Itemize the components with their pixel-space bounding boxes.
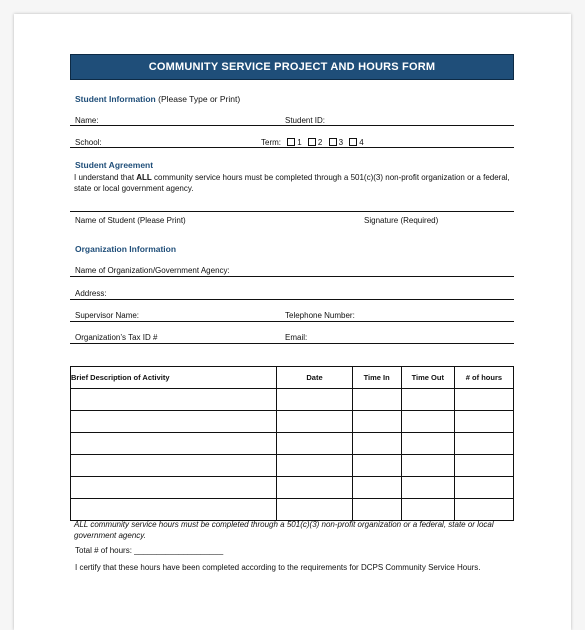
activity-table-body: [71, 389, 514, 521]
table-cell[interactable]: [401, 499, 454, 521]
term-1-checkbox[interactable]: [287, 138, 295, 146]
table-cell[interactable]: [352, 411, 401, 433]
org-name-label: Name of Organization/Government Agency:: [75, 266, 230, 275]
student-info-heading: [75, 94, 240, 104]
signature-label: Signature (Required): [364, 216, 439, 225]
agreement-text-start: I understand that: [74, 173, 137, 182]
term-2-label: 2: [317, 138, 323, 147]
org-name-line[interactable]: [70, 276, 514, 277]
term-3-label: 3: [338, 138, 344, 147]
school-label: School:: [75, 138, 102, 147]
table-cell[interactable]: [71, 499, 277, 521]
term-field: [261, 138, 364, 147]
table-cell[interactable]: [454, 455, 513, 477]
form-title: [70, 54, 514, 80]
table-cell[interactable]: [277, 433, 352, 455]
table-row: [71, 499, 514, 521]
supervisor-line[interactable]: [70, 321, 514, 322]
table-cell[interactable]: [454, 433, 513, 455]
table-cell[interactable]: [352, 455, 401, 477]
table-row: [71, 389, 514, 411]
header-time-in: Time In: [352, 367, 401, 389]
activity-table: [70, 366, 514, 521]
table-cell[interactable]: [277, 455, 352, 477]
term-3-checkbox[interactable]: [329, 138, 337, 146]
form-title-text: COMMUNITY SERVICE PROJECT AND HOURS FORM: [148, 61, 436, 73]
term-4-checkbox[interactable]: [349, 138, 357, 146]
student-info-heading-text: Student Information: [75, 94, 156, 104]
total-hours-blank[interactable]: ____________________: [134, 546, 224, 555]
table-row: [71, 455, 514, 477]
table-cell[interactable]: [71, 433, 277, 455]
agreement-text-end: community service hours must be completed through a 501(c)(3) non-profit organization or a federal, state or local government agency.: [74, 173, 510, 193]
name-line[interactable]: [70, 125, 514, 126]
address-label: Address:: [75, 289, 107, 298]
agreement-signature-line[interactable]: [70, 211, 514, 212]
table-cell[interactable]: [71, 477, 277, 499]
table-cell[interactable]: [352, 477, 401, 499]
table-cell[interactable]: [401, 433, 454, 455]
supervisor-label: Supervisor Name:: [75, 311, 140, 320]
table-cell[interactable]: [277, 477, 352, 499]
student-info-heading-sub: (Please Type or Print): [158, 94, 241, 104]
student-id-label: Student ID:: [285, 116, 326, 125]
address-line[interactable]: [70, 299, 514, 300]
table-cell[interactable]: [71, 455, 277, 477]
organization-heading: Organization Information: [75, 244, 177, 254]
table-cell[interactable]: [71, 411, 277, 433]
table-cell[interactable]: [454, 389, 513, 411]
footer-note: ALL community service hours must be completed through a 501(c)(3) non-profit organization or a federal, state or local government agency.: [74, 520, 494, 540]
tax-id-line[interactable]: [70, 343, 514, 344]
header-description: Brief Description of Activity: [71, 367, 277, 389]
term-label: Term:: [261, 138, 281, 147]
table-cell[interactable]: [352, 499, 401, 521]
activity-table-header: [71, 367, 514, 389]
agreement-text: [74, 172, 514, 194]
tax-id-label: Organization’s Tax ID #: [75, 333, 158, 342]
table-cell[interactable]: [352, 433, 401, 455]
term-4-label: 4: [359, 138, 364, 147]
table-cell[interactable]: [277, 499, 352, 521]
certify-statement: I certify that these hours have been completed according to the requirements for DCPS Community Service Hours.: [75, 563, 481, 572]
agreement-text-bold: ALL: [136, 173, 152, 182]
name-label: Name:: [75, 116, 99, 125]
table-cell[interactable]: [277, 411, 352, 433]
table-row: [71, 433, 514, 455]
header-hours: # of hours: [454, 367, 513, 389]
table-cell[interactable]: [401, 477, 454, 499]
table-row: [71, 411, 514, 433]
school-line[interactable]: [70, 147, 514, 148]
table-cell[interactable]: [401, 389, 454, 411]
email-label: Email:: [285, 333, 308, 342]
student-name-label: Name of Student (Please Print): [75, 216, 186, 225]
table-cell[interactable]: [352, 389, 401, 411]
table-cell[interactable]: [401, 411, 454, 433]
table-cell[interactable]: [454, 477, 513, 499]
total-hours-label: Total # of hours:: [75, 546, 132, 555]
table-cell[interactable]: [454, 499, 513, 521]
table-row: [71, 477, 514, 499]
header-time-out: Time Out: [401, 367, 454, 389]
term-1-label: 1: [297, 138, 302, 147]
table-cell[interactable]: [401, 455, 454, 477]
table-cell[interactable]: [454, 411, 513, 433]
total-hours-field: [75, 546, 223, 555]
header-date: Date: [277, 367, 352, 389]
agreement-heading: Student Agreement: [75, 160, 154, 170]
table-cell[interactable]: [277, 389, 352, 411]
telephone-label: Telephone Number:: [285, 311, 355, 320]
table-cell[interactable]: [71, 389, 277, 411]
term-2-checkbox[interactable]: [308, 138, 316, 146]
